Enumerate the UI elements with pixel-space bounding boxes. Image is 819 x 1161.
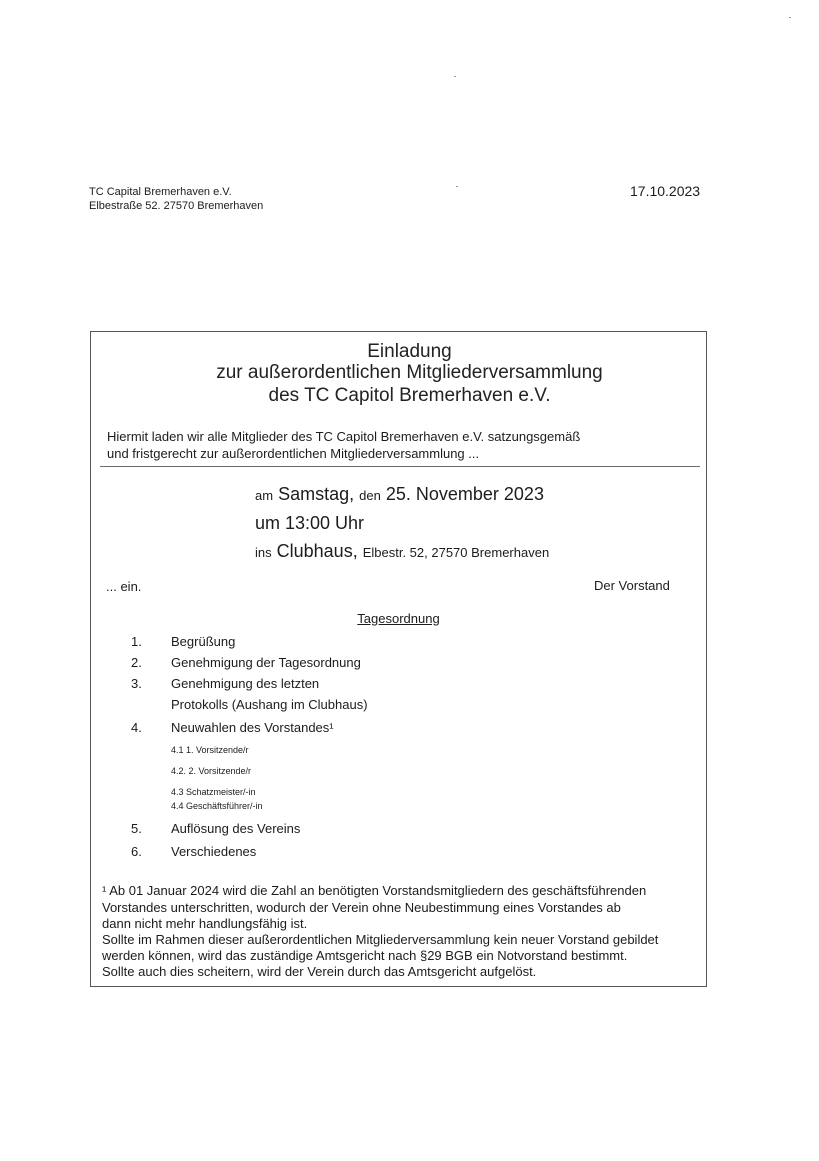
footnote-line: Sollte auch dies scheitern, wird der Verein durch das Amtsgericht aufgelöst. <box>102 964 537 979</box>
event-address: Elbestr. 52, 27570 Bremerhaven <box>362 545 550 560</box>
agenda-subitem: 4.3 Schatzmeister/-in <box>171 787 256 797</box>
agenda-item: Genehmigung der Tagesordnung <box>171 655 361 670</box>
intro-text-line: Hiermit laden wir alle Mitglieder des TC Capitol Bremerhaven e.V. satzungsgemäß <box>107 429 581 444</box>
event-time: um 13:00 Uhr <box>255 513 365 533</box>
footnote-line: ¹ Ab 01 Januar 2024 wird die Zahl an benötigten Vorstandsmitgliedern des geschäftsführenden <box>102 883 647 898</box>
agenda-item-number: 4. <box>131 720 142 735</box>
sender-name: TC Capital Bremerhaven e.V. <box>89 186 232 198</box>
agenda-item-number: 3. <box>131 676 142 691</box>
agenda-item-number: 6. <box>131 844 142 859</box>
agenda-item: Genehmigung des letzten <box>171 676 320 691</box>
closing-ein: ... ein. <box>106 579 142 594</box>
agenda-subitem: 4.4 Geschäftsführer/-in <box>171 801 263 811</box>
divider-line <box>100 466 700 467</box>
agenda-item-number: 2. <box>131 655 142 670</box>
event-date: 25. November 2023 <box>385 484 544 504</box>
agenda-item-number: 5. <box>131 821 142 836</box>
footnote-line: werden können, wird das zuständige Amtsgericht nach §29 BGB ein Notvorstand bestimmt. <box>102 948 628 963</box>
footnote-line: Vorstandes unterschritten, wodurch der Verein ohne Neubestimmung eines Vorstandes ab <box>102 900 621 915</box>
agenda-subitem: 4.2. 2. Vorsitzende/r <box>171 766 252 776</box>
agenda-item: Begrüßung <box>171 634 236 649</box>
event-am-prefix: am <box>255 488 274 503</box>
event-place: Clubhaus, <box>276 541 358 561</box>
event-ins-prefix: ins <box>255 545 272 560</box>
event-location-line <box>255 541 549 562</box>
intro-text-line: und fristgerecht zur außerordentlichen Mitgliederversammlung ... <box>107 446 480 461</box>
signature: Der Vorstand <box>594 578 670 593</box>
scan-speck <box>456 186 458 187</box>
agenda-heading: Tagesordnung <box>357 611 440 626</box>
scan-speck <box>454 76 456 77</box>
sender-address: Elbestraße 52. 27570 Bremerhaven <box>89 200 264 212</box>
agenda-item-number: 1. <box>131 634 142 649</box>
agenda-item: Neuwahlen des Vorstandes¹ <box>171 720 334 735</box>
document-date: 17.10.2023 <box>630 183 701 199</box>
agenda-item: Auflösung des Vereins <box>171 821 301 836</box>
invitation-club-line: des TC Capitol Bremerhaven e.V. <box>268 385 551 406</box>
event-day: Samstag, <box>278 484 355 504</box>
event-date-line <box>255 484 544 505</box>
agenda-item-continuation: Protokolls (Aushang im Clubhaus) <box>171 697 368 712</box>
scan-speck <box>789 17 791 18</box>
footnote-line: dann nicht mehr handlungsfähig ist. <box>102 916 308 931</box>
invitation-title: Einladung <box>367 341 452 362</box>
agenda-item: Verschiedenes <box>171 844 257 859</box>
agenda-subitem: 4.1 1. Vorsitzende/r <box>171 745 249 755</box>
event-den: den <box>359 488 381 503</box>
footnote-line: Sollte im Rahmen dieser außerordentlichen Mitgliederversammlung kein neuer Vorstand gebildet <box>102 932 659 947</box>
invitation-subtitle: zur außerordentlichen Mitgliederversammlung <box>216 362 603 383</box>
